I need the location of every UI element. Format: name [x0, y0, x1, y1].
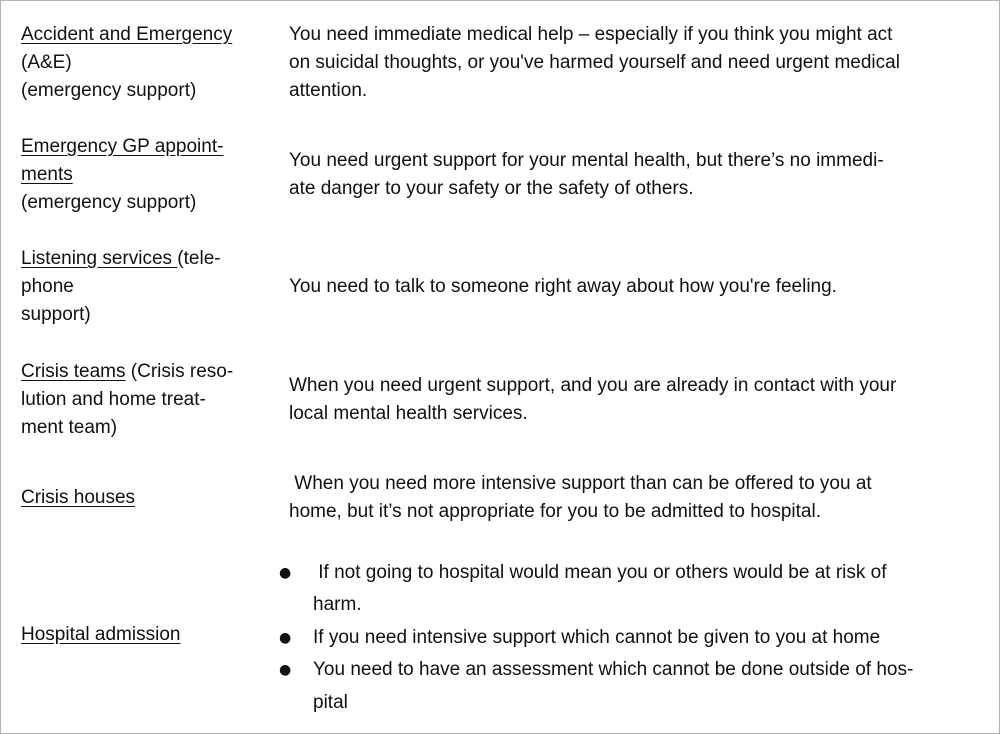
when-text: You need to talk to someone right away about how you're feeling.: [289, 276, 837, 297]
service-label-suffix: (tele-: [177, 248, 221, 269]
bullet-icon: ●: [279, 630, 292, 646]
bullet-text: pital: [313, 692, 348, 713]
service-label: support): [21, 304, 91, 325]
service-link-emergency-gp-appointments[interactable]: Emergency GP appoint-: [21, 136, 224, 157]
when-text: home, but it’s not appropriate for you to be admitted to hospital.: [289, 501, 821, 522]
service-label-suffix: (Crisis reso-: [125, 361, 234, 382]
when-text: attention.: [289, 80, 368, 101]
when-text: You need immediate medical help – especially if you think you might act: [289, 24, 893, 45]
service-link-listening-services[interactable]: Listening services: [21, 248, 178, 269]
bullet-text: If you need intensive support which cannot be given to you at home: [313, 627, 881, 648]
bullet-icon: ●: [279, 565, 292, 581]
service-link-hospital-admission[interactable]: Hospital admission: [21, 624, 181, 645]
service-label: (emergency support): [21, 80, 197, 101]
service-link-crisis-houses[interactable]: Crisis houses: [21, 487, 136, 508]
bullet-text: harm.: [313, 594, 362, 615]
service-label: [21, 358, 233, 386]
service-label: [21, 245, 221, 273]
service-label: (emergency support): [21, 192, 197, 213]
service-label: (A&E): [21, 52, 72, 73]
service-label: ment team): [21, 417, 118, 438]
service-label: phone: [21, 276, 74, 297]
service-link-crisis-teams[interactable]: Crisis teams: [21, 361, 126, 382]
service-link-accident-and-emergency[interactable]: Accident and Emergency: [21, 24, 233, 45]
when-text: local mental health services.: [289, 403, 528, 424]
service-link-emergency-gp-appointments[interactable]: ments: [21, 164, 73, 185]
bullet-icon: ●: [279, 662, 292, 678]
bullet-text: You need to have an assessment which cannot be done outside of hos-: [313, 659, 914, 680]
when-text: ate danger to your safety or the safety of others.: [289, 178, 694, 199]
when-text: on suicidal thoughts, or you've harmed yourself and need urgent medical: [289, 52, 900, 73]
bullet-text: If not going to hospital would mean you or others would be at risk of: [313, 562, 887, 583]
service-label: lution and home treat-: [21, 389, 206, 410]
when-text: When you need urgent support, and you are already in contact with your: [289, 375, 897, 396]
when-text: You need urgent support for your mental health, but there’s no immedi-: [289, 150, 884, 171]
when-text: When you need more intensive support than can be offered to you at: [289, 473, 872, 494]
